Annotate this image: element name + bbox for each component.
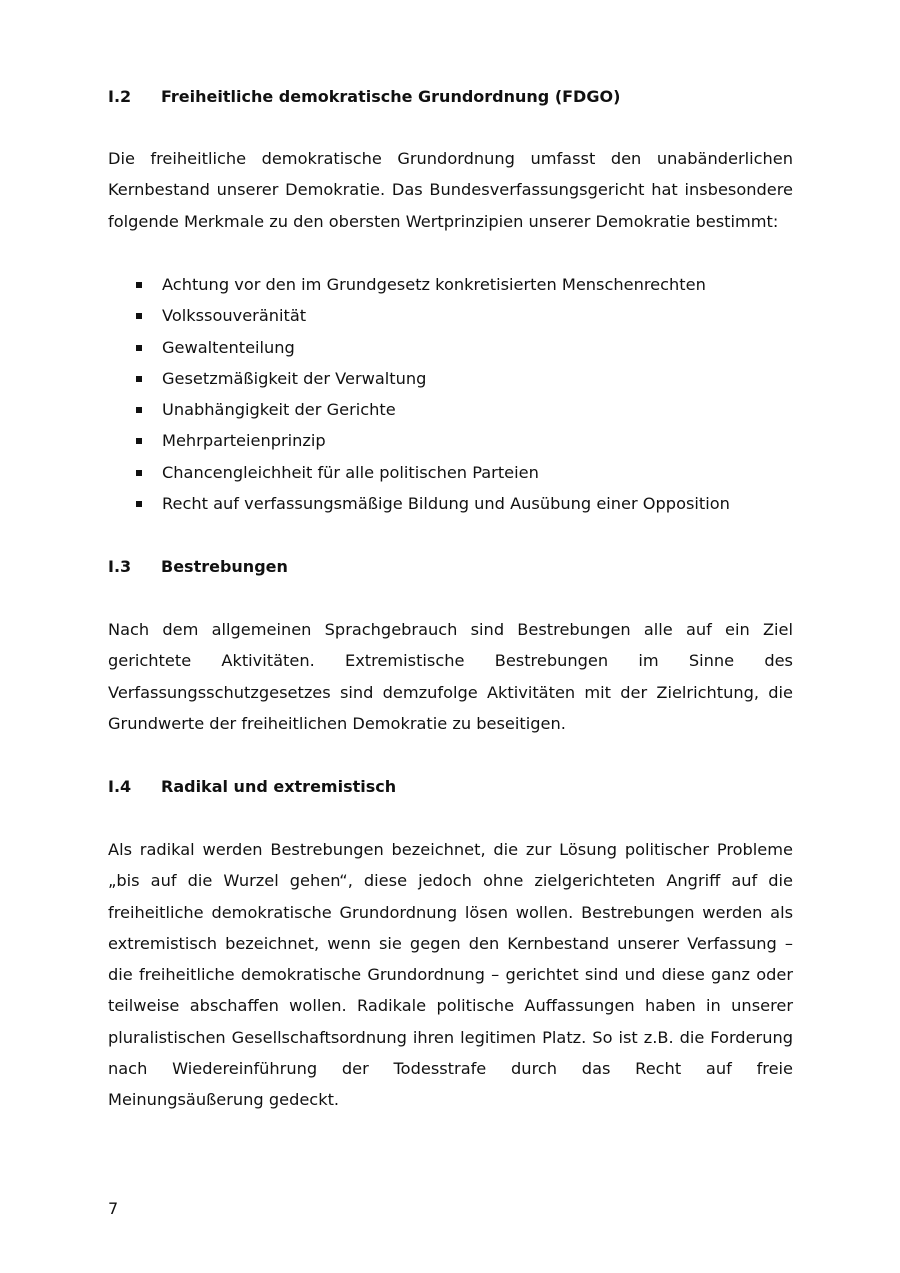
section-number: I.4	[108, 777, 132, 796]
list-item	[108, 363, 730, 394]
list-item	[108, 488, 730, 519]
section-title: Radikal und extremistisch	[161, 777, 397, 796]
section-heading-i3	[108, 557, 288, 577]
bullet-icon	[136, 501, 142, 507]
section-paragraph-i3: Nach dem allgemeinen Sprachgebrauch sind Bestrebungen alle auf ein Ziel gerichtete Aktivitäten. Extremistische Bestrebungen im Sinne des Verfassungsschutzgesetzes sind demzufolge Aktivitäten mit der Zielrichtung, die Grundwerte der freiheitlichen Demokratie zu beseitigen.	[108, 620, 793, 733]
section-title: Bestrebungen	[161, 557, 288, 576]
list-item-text: Chancengleichheit für alle politischen Parteien	[162, 462, 539, 482]
section-number: I.2	[108, 87, 132, 106]
list-item-text: Volkssouveränität	[162, 306, 307, 326]
bullet-list	[108, 269, 730, 519]
bullet-icon	[136, 313, 142, 319]
list-item	[108, 332, 730, 363]
bullet-icon	[136, 376, 142, 382]
list-item	[108, 300, 730, 331]
section-number: I.3	[108, 557, 132, 576]
list-item-text: Gesetzmäßigkeit der Verwaltung	[162, 368, 427, 388]
section-paragraph-i4: Als radikal werden Bestrebungen bezeichnet, die zur Lösung politischer Probleme „bis auf die Wurzel gehen“, diese jedoch ohne zielgerichteten Angriff auf die freiheitliche demokratische Grundordnung lösen wollen. Bestrebungen werden als extremistisch bezeichnet, wenn sie gegen den Kernbestand unserer Verfassung – die freiheitliche demokratische Grundordnung – gerichtet sind und diese ganz oder teilweise abschaffen wollen. Radikale politische Auffassungen haben in unserer pluralistischen Gesellschaftsordnung ihren legitimen Platz. So ist z.B. die Forderung nach Wiedereinführung der Todesstrafe durch das Recht auf freie Meinungsäußerung gedeckt.	[108, 840, 793, 1110]
list-item-text: Unabhängigkeit der Gerichte	[162, 400, 396, 420]
page-number: 7	[108, 1199, 119, 1218]
bullet-icon	[136, 470, 142, 476]
list-item	[108, 425, 730, 456]
section-heading-i4	[108, 777, 396, 797]
list-item	[108, 457, 730, 488]
bullet-icon	[136, 407, 142, 413]
section-paragraph-i2: Die freiheitliche demokratische Grundordnung umfasst den unabänderlichen Kernbestand unserer Demokratie. Das Bundesverfassungsgericht hat insbesondere folgende Merkmale zu den obersten Wertprinzipien unserer Demokratie bestimmt:	[108, 149, 793, 231]
bullet-icon	[136, 282, 142, 288]
bullet-icon	[136, 438, 142, 444]
list-item-text: Achtung vor den im Grundgesetz konkretisierten Menschenrechten	[162, 275, 706, 294]
section-heading-i2	[108, 87, 620, 107]
list-item	[108, 394, 730, 425]
list-item	[108, 269, 730, 300]
bullet-icon	[136, 345, 142, 351]
list-item-text: Recht auf verfassungsmäßige Bildung und Ausübung einer Opposition	[162, 494, 730, 514]
list-item-text: Gewaltenteilung	[162, 337, 295, 357]
section-title: Freiheitliche demokratische Grundordnung (FDGO)	[161, 87, 621, 106]
list-item-text: Mehrparteienprinzip	[162, 431, 326, 451]
